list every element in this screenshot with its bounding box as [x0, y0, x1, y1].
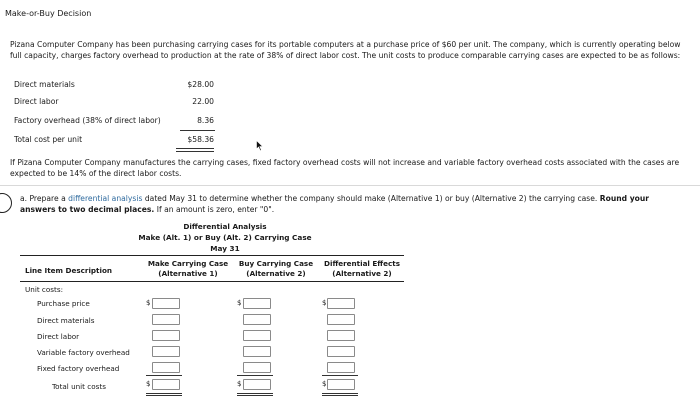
cost-row-direct-labor [14, 96, 214, 111]
col-header-make-line2: (Alternative 1) [158, 268, 218, 278]
cost-row-direct-materials [14, 79, 214, 94]
buy-variable-overhead-input[interactable] [243, 346, 271, 357]
question-prefix: a. Prepare a [20, 194, 69, 203]
col-header-diff-line2: (Alternative 2) [332, 268, 392, 278]
make-fixed-overhead-input[interactable] [152, 362, 180, 373]
cost-value: 22.00 [192, 97, 214, 106]
make-subtotal-line [146, 375, 182, 376]
row-label-variable-overhead: Variable factory overhead [37, 348, 130, 357]
overhead-note: If Pizana Computer Company manufactures the carrying cases, fixed factory overhead costs will not increase and variable factory overhead costs associated with the cases are expected to be 14% of the direct labor costs. [10, 158, 680, 178]
buy-total-unit-costs-input[interactable] [243, 379, 271, 390]
row-label-fixed-overhead: Fixed factory overhead [37, 364, 120, 373]
problem-intro: Pizana Computer Company has been purchasing carrying cases for its portable computers at a purchase price of $60 per unit. The company, which is currently operating below full capacity, charges factory overhead to production at the rate of 38% of direct labor cost. The unit costs to produce comparable carrying cases are expected to be as follows: [10, 40, 681, 60]
diff-direct-materials-input[interactable] [327, 314, 355, 325]
col-header-differential [318, 259, 406, 278]
row-label-total-unit-costs: Total unit costs [52, 382, 106, 391]
make-direct-labor-input[interactable] [152, 330, 180, 341]
make-variable-overhead-input[interactable] [152, 346, 180, 357]
total-double-underline [176, 148, 214, 152]
col-header-diff-line1: Differential Effects [324, 259, 400, 268]
diff-fixed-overhead-input[interactable] [327, 362, 355, 373]
row-label-direct-materials: Direct materials [37, 316, 95, 325]
col-header-line-item: Line Item Description [25, 266, 113, 275]
section-label-unit-costs: Unit costs: [25, 285, 63, 294]
diff-purchase-price-input[interactable] [327, 298, 355, 309]
table-date: May 31 [210, 244, 240, 253]
currency-symbol: $ [322, 380, 327, 388]
buy-direct-materials-input[interactable] [243, 314, 271, 325]
diff-variable-overhead-input[interactable] [327, 346, 355, 357]
subtotal-line [180, 130, 215, 131]
col-header-make [144, 259, 232, 278]
buy-purchase-price-input[interactable] [243, 298, 271, 309]
differential-analysis-link[interactable]: differential analysis [68, 194, 143, 203]
row-label-direct-labor: Direct labor [37, 332, 80, 341]
question-text [20, 193, 685, 215]
cost-label: Total cost per unit [14, 135, 83, 144]
col-header-buy-line1: Buy Carrying Case [238, 259, 314, 268]
table-subtitle: Make (Alt. 1) or Buy (Alt. 2) Carrying Case [138, 233, 312, 242]
buy-total-double-line [237, 393, 273, 396]
question-middle: dated May 31 to determine whether the company should make (Alternative 1) or buy (Alternative 2) the carrying case. [142, 194, 600, 203]
buy-fixed-overhead-input[interactable] [243, 362, 271, 373]
buy-subtotal-line [237, 375, 273, 376]
cost-value: $28.00 [187, 80, 214, 89]
cost-label: Direct materials [14, 80, 75, 89]
currency-symbol: $ [237, 299, 242, 307]
question-rounding-instruction: Round your answers to two decimal places. [20, 194, 650, 214]
currency-symbol: $ [237, 380, 242, 388]
diff-total-double-line [322, 393, 358, 396]
make-direct-materials-input[interactable] [152, 314, 180, 325]
table-title: Differential Analysis [183, 222, 267, 231]
diff-total-unit-costs-input[interactable] [327, 379, 355, 390]
cost-row-factory-overhead [14, 115, 214, 130]
cost-row-total [14, 134, 214, 149]
currency-symbol: $ [146, 299, 151, 307]
col-header-make-line1: Make Carrying Case [147, 259, 229, 268]
currency-symbol: $ [146, 380, 151, 388]
currency-symbol: $ [322, 299, 327, 307]
make-total-unit-costs-input[interactable] [152, 379, 180, 390]
row-label-purchase-price: Purchase price [37, 299, 90, 308]
table-header-rule [20, 255, 404, 256]
make-total-double-line [146, 393, 182, 396]
col-header-buy-line2: (Alternative 2) [246, 268, 306, 278]
col-header-buy [232, 259, 320, 278]
table-column-rule [20, 281, 404, 282]
diff-subtotal-line [322, 375, 358, 376]
cost-label: Factory overhead (38% of direct labor) [14, 116, 161, 125]
section-divider [0, 185, 700, 186]
buy-direct-labor-input[interactable] [243, 330, 271, 341]
cost-value: 8.36 [197, 116, 214, 125]
make-purchase-price-input[interactable] [152, 298, 180, 309]
mouse-cursor-icon [256, 140, 264, 152]
page-title: Make-or-Buy Decision [5, 9, 92, 18]
diff-direct-labor-input[interactable] [327, 330, 355, 341]
question-suffix: If an amount is zero, enter "0". [154, 205, 275, 214]
cost-label: Direct labor [14, 97, 59, 106]
question-marker-icon [0, 193, 12, 213]
cost-value: $58.36 [187, 135, 214, 144]
